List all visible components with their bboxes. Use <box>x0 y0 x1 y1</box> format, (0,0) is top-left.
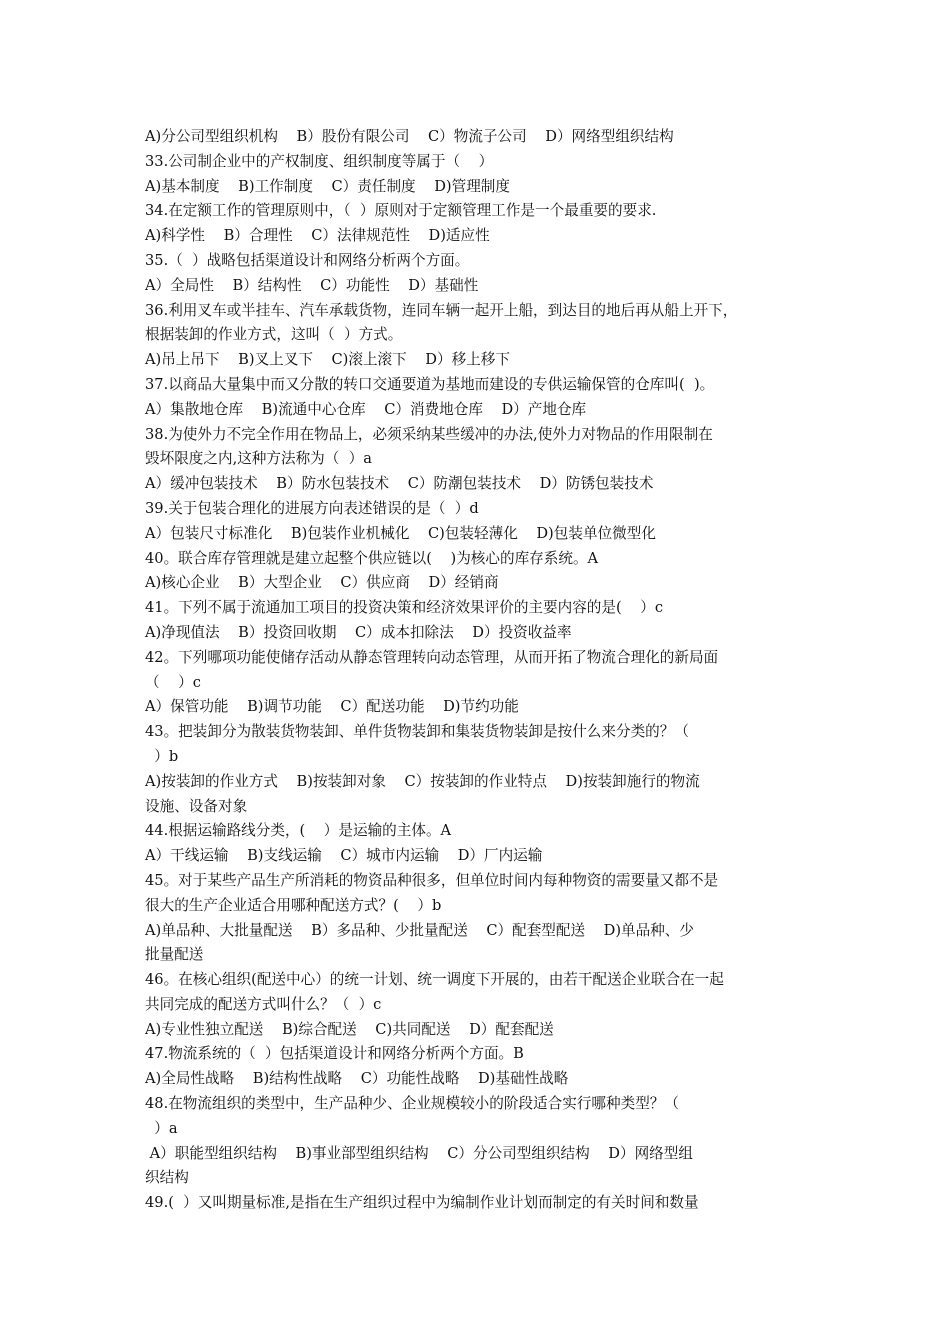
text-line: 毁坏限度之内,这种方法称为（ ）a <box>145 450 372 468</box>
text-line: 42。下列哪项功能使储存活动从静态管理转向动态管理，从而开拓了物流合理化的新局面 <box>145 648 719 666</box>
text-line: 根据装卸的作业方式，这叫（ ）方式。 <box>145 326 403 344</box>
text-line: 43。把装卸分为散装货物装卸、单件货物装卸和集装货物装卸是按什么来分类的？（ <box>145 723 689 741</box>
text-line: （ ）c <box>145 673 201 691</box>
text-line: 批量配送 <box>145 946 204 964</box>
text-line: 35.（ ）战略包括渠道设计和网络分析两个方面。 <box>145 251 470 269</box>
text-line: 47.物流系统的（ ）包括渠道设计和网络分析两个方面。B <box>145 1045 524 1063</box>
text-line: A）干线运输 B)支线运输 C）城市内运输 D）厂内运输 <box>145 847 543 865</box>
text-line: A)按装卸的作业方式 B)按装卸对象 C）按装卸的作业特点 D)按装卸施行的物流 <box>145 772 700 790</box>
text-line: A）全局性 B）结构性 C）功能性 D）基础性 <box>145 276 479 294</box>
text-line: A)单品种、大批量配送 B）多品种、少批量配送 C）配套型配送 D)单品种、少 <box>145 921 694 939</box>
text-line: 46。在核心组织(配送中心）的统一计划、统一调度下开展的，由若干配送企业联合在一起 <box>145 971 724 989</box>
text-line: 40。联合库存管理就是建立起整个供应链以( )为核心的库存系统。A <box>145 549 599 567</box>
text-line: 44.根据运输路线分类，( ）是运输的主体。A <box>145 822 452 840</box>
text-line: 39.关于包装合理化的进展方向表述错误的是（ ）d <box>145 499 479 517</box>
text-line: 45。对于某些产品生产所消耗的物资品种很多，但单位时间内每种物资的需要量又都不是 <box>145 871 719 889</box>
text-line: 织结构 <box>145 1169 189 1187</box>
text-line: 34.在定额工作的管理原则中，（ ）原则对于定额管理工作是一个最重要的要求. <box>145 202 657 220</box>
text-line: 共同完成的配送方式叫什么？（ ）c <box>145 995 382 1013</box>
text-line: 33.公司制企业中的产权制度、组织制度等属于（ ） <box>145 152 494 170</box>
text-line: 很大的生产企业适合用哪种配送方式？( ）b <box>145 896 442 914</box>
text-line: A)核心企业 B）大型企业 C）供应商 D）经销商 <box>145 574 499 592</box>
text-line: A)基本制度 B)工作制度 C）责任制度 D)管理制度 <box>145 177 510 195</box>
text-line: 36.利用叉车或半挂车、汽车承载货物，连同车辆一起开上船，到达目的地后再从船上开下， <box>145 301 738 319</box>
text-line: A)科学性 B）合理性 C）法律规范性 D)适应性 <box>145 227 490 245</box>
text-line: A)分公司型组织机构 B）股份有限公司 C）物流子公司 D）网络型组织结构 <box>145 128 674 145</box>
text-line: 41。下列不属于流通加工项目的投资决策和经济效果评价的主要内容的是( ）c <box>145 599 663 617</box>
text-line: 设施、设备对象 <box>145 797 248 815</box>
text-line: ）b <box>145 747 179 765</box>
text-line: A）包装尺寸标准化 B)包装作业机械化 C)包装轻薄化 D)包装单位微型化 <box>145 524 656 542</box>
text-line: ）a <box>145 1119 178 1137</box>
text-line: 37.以商品大量集中而又分散的转口交通要道为基地而建设的专供运输保管的仓库叫( )。 <box>145 375 715 393</box>
document-body <box>145 125 820 1216</box>
text-line: A)吊上吊下 B)叉上叉下 C)滚上滚下 D）移上移下 <box>145 351 510 369</box>
text-line: A)净现值法 B）投资回收期 C）成本扣除法 D）投资收益率 <box>145 623 572 641</box>
text-line: A)全局性战略 B)结构性战略 C）功能性战略 D)基础性战略 <box>145 1070 569 1088</box>
text-line: A）职能型组织结构 B)事业部型组织结构 C）分公司型组织结构 D）网络型组 <box>145 1144 693 1162</box>
text-line: A）集散地仓库 B)流通中心仓库 C）消费地仓库 D）产地仓库 <box>145 400 587 418</box>
text-line: 38.为使外力不完全作用在物品上，必须采纳某些缓冲的办法,使外力对物品的作用限制在 <box>145 425 713 443</box>
text-line: A）保管功能 B)调节功能 C）配送功能 D)节约功能 <box>145 698 519 716</box>
text-line: 49.( ）又叫期量标准,是指在生产组织过程中为编制作业计划而制定的有关时间和数量 <box>145 1194 699 1212</box>
text-line: A)专业性独立配送 B)综合配送 C)共同配送 D）配套配送 <box>145 1020 554 1038</box>
text-line: 48.在物流组织的类型中，生产品种少、企业规模较小的阶段适合实行哪种类型？（ <box>145 1095 679 1113</box>
text-line: A）缓冲包装技术 B）防水包装技术 C）防潮包装技术 D）防锈包装技术 <box>145 475 654 493</box>
